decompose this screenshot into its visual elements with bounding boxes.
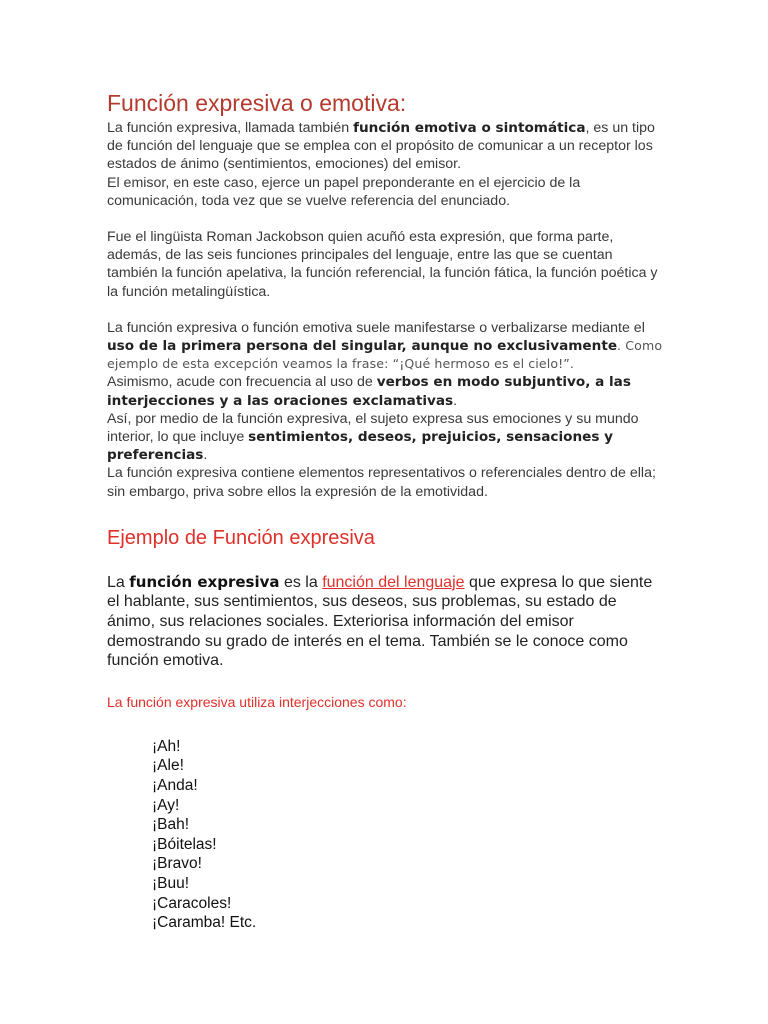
paragraph — [107, 573, 663, 671]
paragraph — [107, 319, 663, 374]
text: que expresa lo que siente el hablante, sus sentimientos, sus deseos, sus problemas, su estado de ánimo, sus relaciones sociales. Exteriorisa información del emisor demostrando su grado de interés en el tema. También se le conoce como función emotiva. — [107, 573, 653, 670]
bold-text: función emotiva o sintomática — [353, 120, 586, 136]
bold-text: uso de la primera persona del singular, aunque no exclusivamente — [107, 338, 618, 355]
interjection-list — [152, 737, 663, 933]
text: es la — [279, 573, 323, 591]
list-item: ¡Buu! — [152, 874, 190, 892]
bold-text: verbos en modo subjuntivo, a las interjecciones y a las oraciones exclamativas — [107, 374, 631, 409]
list-item: ¡Bóitelas! — [152, 835, 217, 853]
text: , es un tipo de función del lenguaje que se emplea con el propósito de comunicar a un receptor los estados de ánimo (sentimientos, emociones) del emisor. — [107, 120, 655, 173]
list-item: ¡Bah! — [152, 816, 190, 834]
text: . — [453, 392, 458, 409]
list-item: ¡Ah! — [152, 737, 181, 755]
text: . Como ejemplo de esta excepción veamos la frase: “¡Qué hermoso es el cielo!”. — [107, 338, 663, 372]
list-item: ¡Ale! — [152, 757, 184, 775]
bold-text: sentimientos, deseos, prejuicios, sensaciones y preferencias — [107, 429, 614, 464]
list-item: ¡Bravo! — [152, 855, 202, 873]
text: Asimismo, acude con frecuencia al uso de — [107, 374, 377, 391]
list-item: ¡Ay! — [152, 796, 180, 814]
interjections-intro: La función expresiva utiliza interjecciones como: — [107, 693, 407, 710]
text: . — [203, 447, 208, 464]
text: La función expresiva o función emotiva suele manifestarse o verbalizarse mediante el — [107, 319, 645, 336]
paragraph — [107, 373, 663, 409]
text: Así, por medio de la función expresiva, el sujeto expresa sus emociones y su mundo interior, lo que incluye — [107, 410, 639, 446]
paragraph: Fue el lingüista Roman Jackobson quien acuñó esta expresión, que forma parte, además, de las seis funciones principales del lenguaje, entre las que se cuentan también la función apelativa, la función referencial, la función fática, la función poética y la función metalingüística. — [107, 229, 658, 300]
section-title: Función expresiva o emotiva: — [107, 90, 407, 116]
section-title: Ejemplo de Función expresiva — [107, 526, 375, 549]
text: La — [107, 573, 130, 591]
paragraph — [107, 119, 663, 174]
paragraph — [107, 410, 663, 465]
document-page — [107, 88, 663, 933]
bold-text: función expresiva — [129, 572, 280, 591]
paragraph: El emisor, en este caso, ejerce un papel preponderante en el ejercicio de la comunicación, toda vez que se vuelve referencia del enunciado. — [107, 174, 581, 209]
paragraph: La función expresiva contiene elementos representativos o referenciales dentro de ella; sin embargo, priva sobre ellos la expresión de la emotividad. — [107, 465, 656, 500]
text: La función expresiva, llamada también — [107, 120, 354, 136]
funcion-del-lenguaje-link[interactable]: función del lenguaje — [322, 573, 465, 591]
list-item: ¡Caracoles! — [152, 894, 232, 912]
list-item: ¡Caramba! Etc. — [152, 914, 257, 932]
list-item: ¡Anda! — [152, 777, 198, 795]
